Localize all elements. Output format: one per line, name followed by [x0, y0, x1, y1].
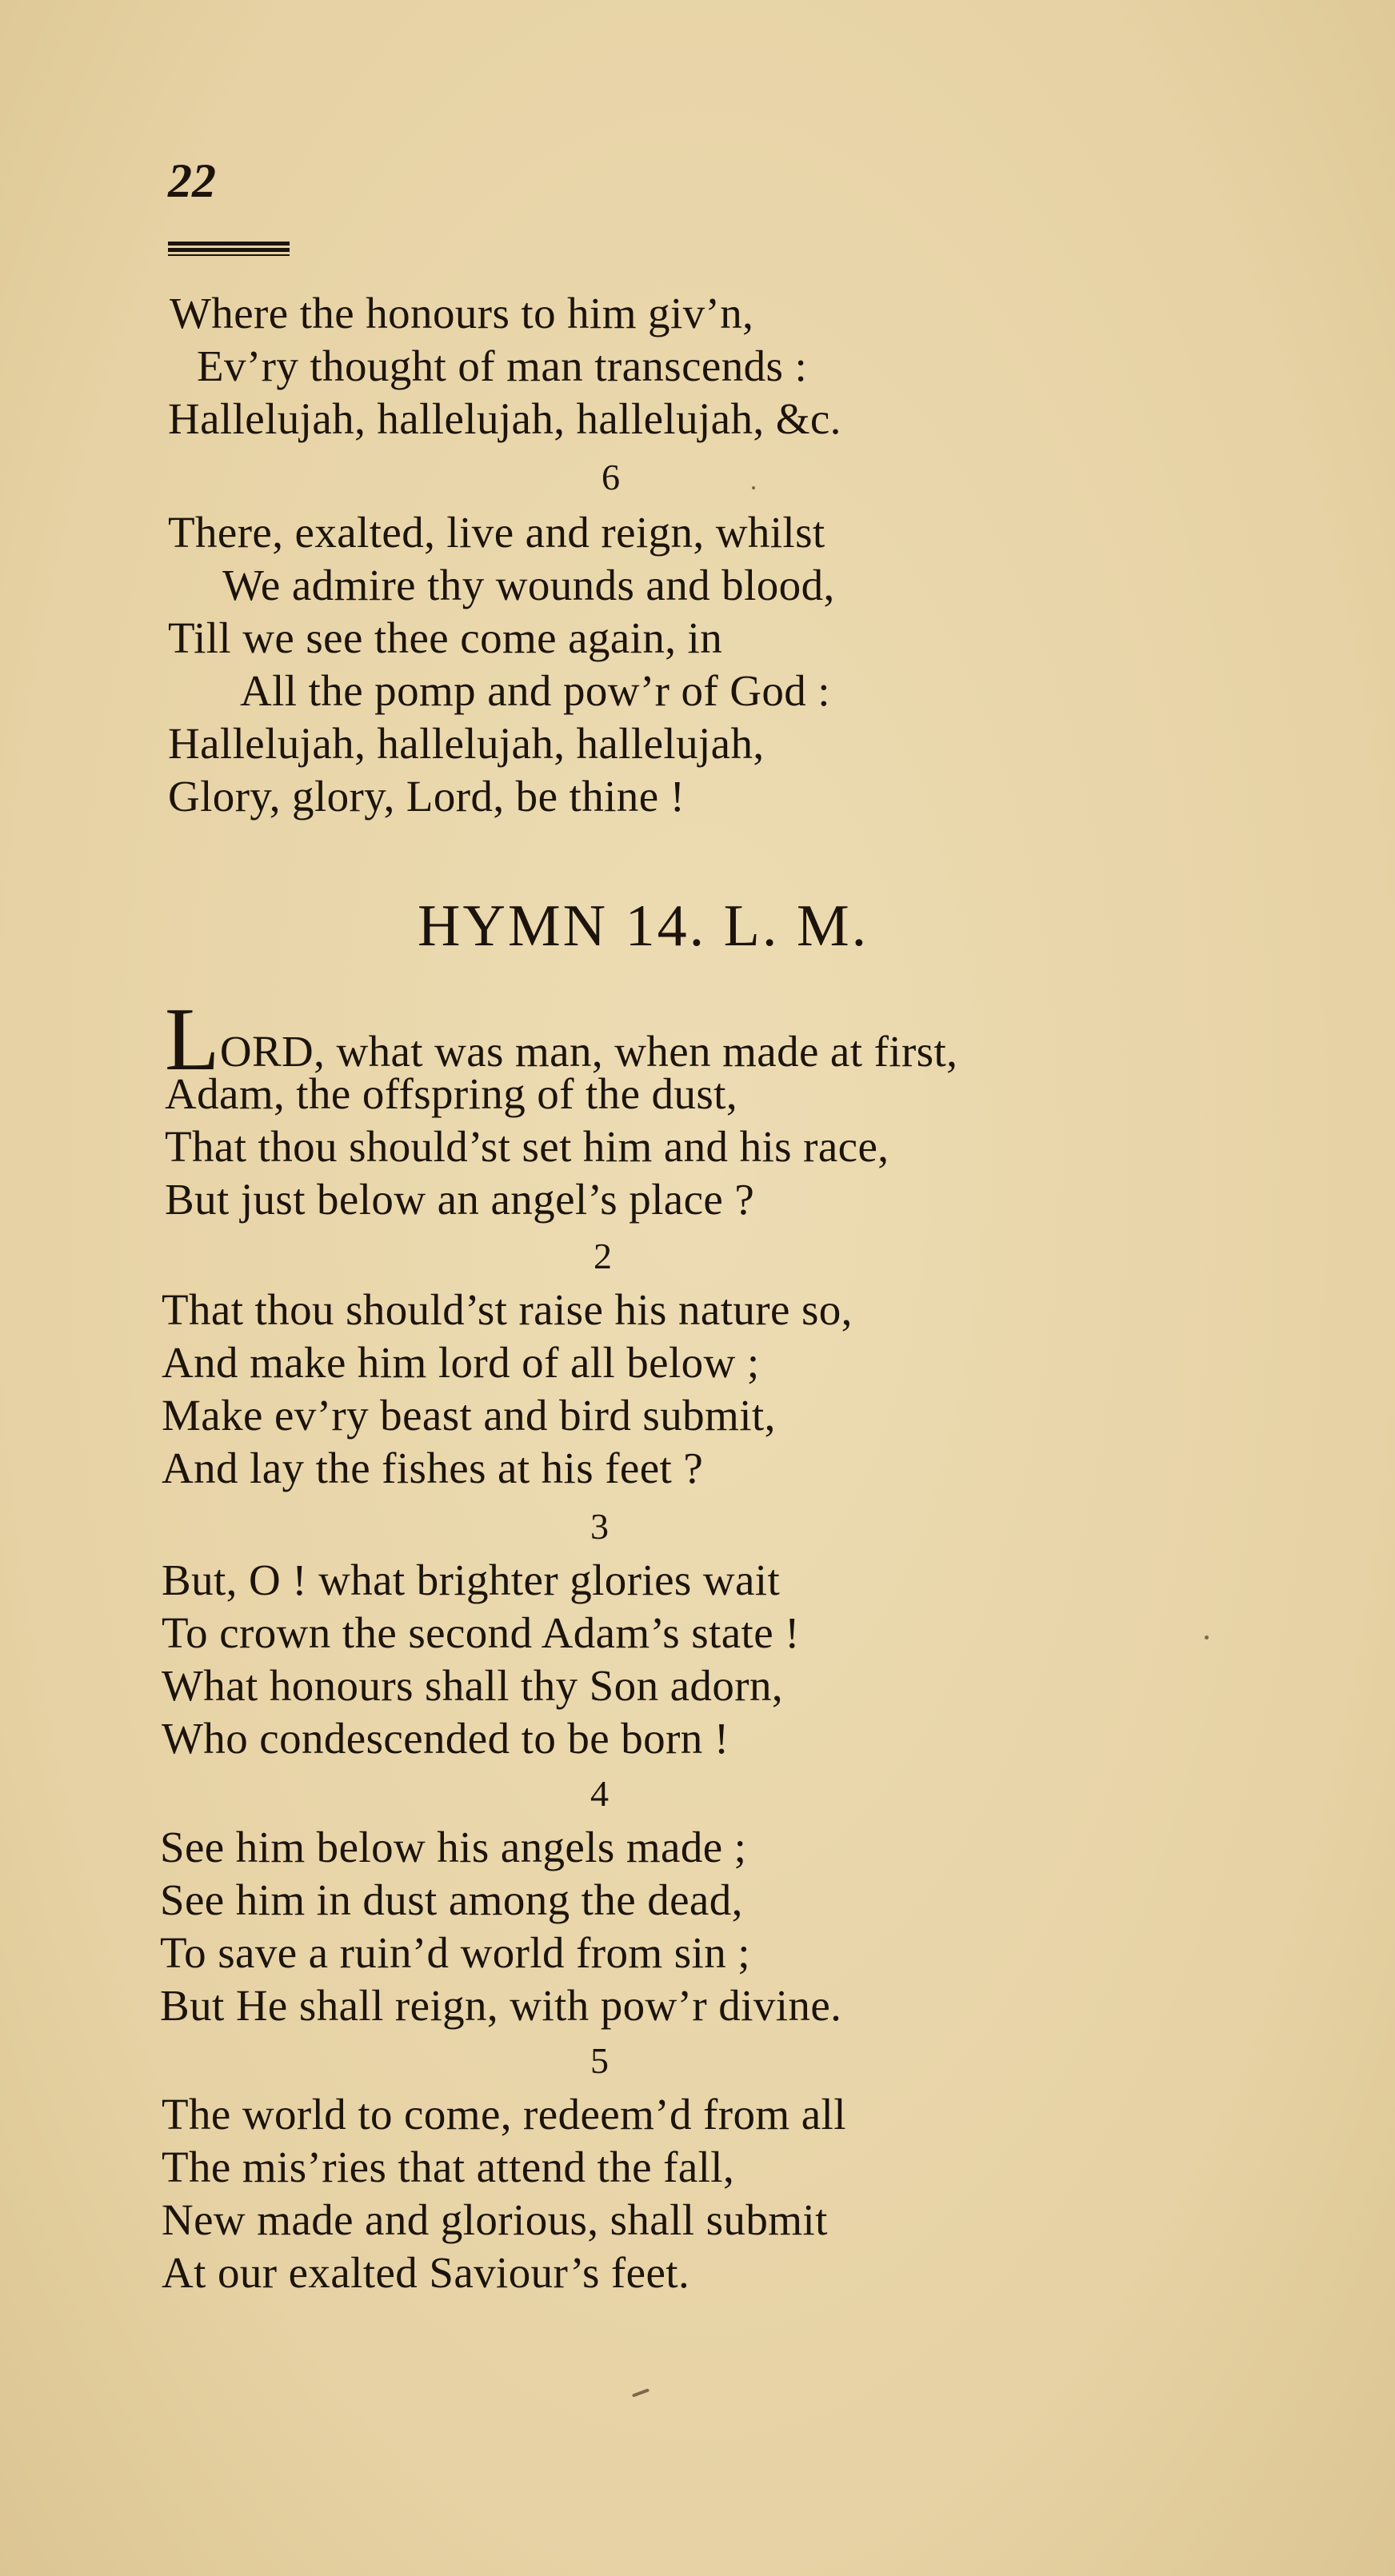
verse-line: What honours shall thy Son adorn,	[162, 1661, 783, 1710]
verse-line: Hallelujah, hallelujah, hallelujah,	[168, 719, 765, 768]
verse-line: But He shall reign, with pow’r divine.	[160, 1981, 842, 2030]
header-rule	[168, 242, 290, 256]
verse-line: Ev’ry thought of man transcends :	[197, 341, 808, 390]
hymn-title: HYMN 14. L. M.	[418, 893, 869, 959]
verse-line-first	[165, 990, 958, 1089]
verse-line: The world to come, redeem’d from all	[162, 2090, 846, 2139]
verse-line: But just below an angel’s place ?	[165, 1175, 755, 1224]
verse-line: At our exalted Saviour’s feet.	[162, 2248, 690, 2297]
verse-line: Adam, the offspring of the dust,	[165, 1069, 737, 1118]
page-number: 22	[168, 154, 216, 207]
verse-line: To save a ruin’d world from sin ;	[160, 1928, 750, 1977]
verse-line: That thou should’st raise his nature so,	[162, 1285, 853, 1334]
verse-line: New made and glorious, shall submit	[162, 2195, 828, 2244]
stanza-number: 6	[602, 457, 620, 497]
verse-line: Till we see thee come again, in	[168, 613, 723, 662]
paper-speck	[1205, 1635, 1209, 1639]
verse-line: See him in dust among the dead,	[160, 1875, 743, 1924]
paper-speck	[752, 486, 755, 489]
verse-line: We admire thy wounds and blood,	[222, 561, 835, 609]
verse-line: Who condescended to be born !	[162, 1714, 729, 1763]
verse-line: And make him lord of all below ;	[162, 1338, 760, 1387]
stanza-number: 4	[590, 1773, 609, 1814]
verse-line: See him below his angels made ;	[160, 1823, 747, 1871]
verse-line: To crown the second Adam’s state !	[162, 1608, 800, 1657]
first-line-text: ORD, what was man, when made at first,	[219, 1027, 958, 1076]
drop-cap: L	[165, 990, 220, 1089]
stanza-number: 3	[590, 1506, 609, 1547]
verse-line: That thou should’st set him and his race,	[165, 1122, 889, 1171]
stanza-number: 2	[594, 1236, 612, 1276]
verse-line: Where the honours to him giv’n,	[170, 289, 754, 337]
verse-line: But, O ! what brighter glories wait	[162, 1556, 781, 1604]
stanza-number: 5	[590, 2040, 609, 2081]
verse-line: Make ev’ry beast and bird submit,	[162, 1391, 776, 1440]
verse-line: The mis’ries that attend the fall,	[162, 2143, 735, 2191]
paper-speck	[632, 2388, 650, 2397]
verse-line: Glory, glory, Lord, be thine !	[168, 772, 686, 821]
verse-line: Hallelujah, hallelujah, hallelujah, &c.	[168, 394, 841, 443]
verse-line: All the pomp and pow’r of God :	[240, 666, 830, 715]
verse-line: There, exalted, live and reign, whilst	[168, 508, 825, 557]
verse-line: And lay the fishes at his feet ?	[162, 1444, 704, 1492]
